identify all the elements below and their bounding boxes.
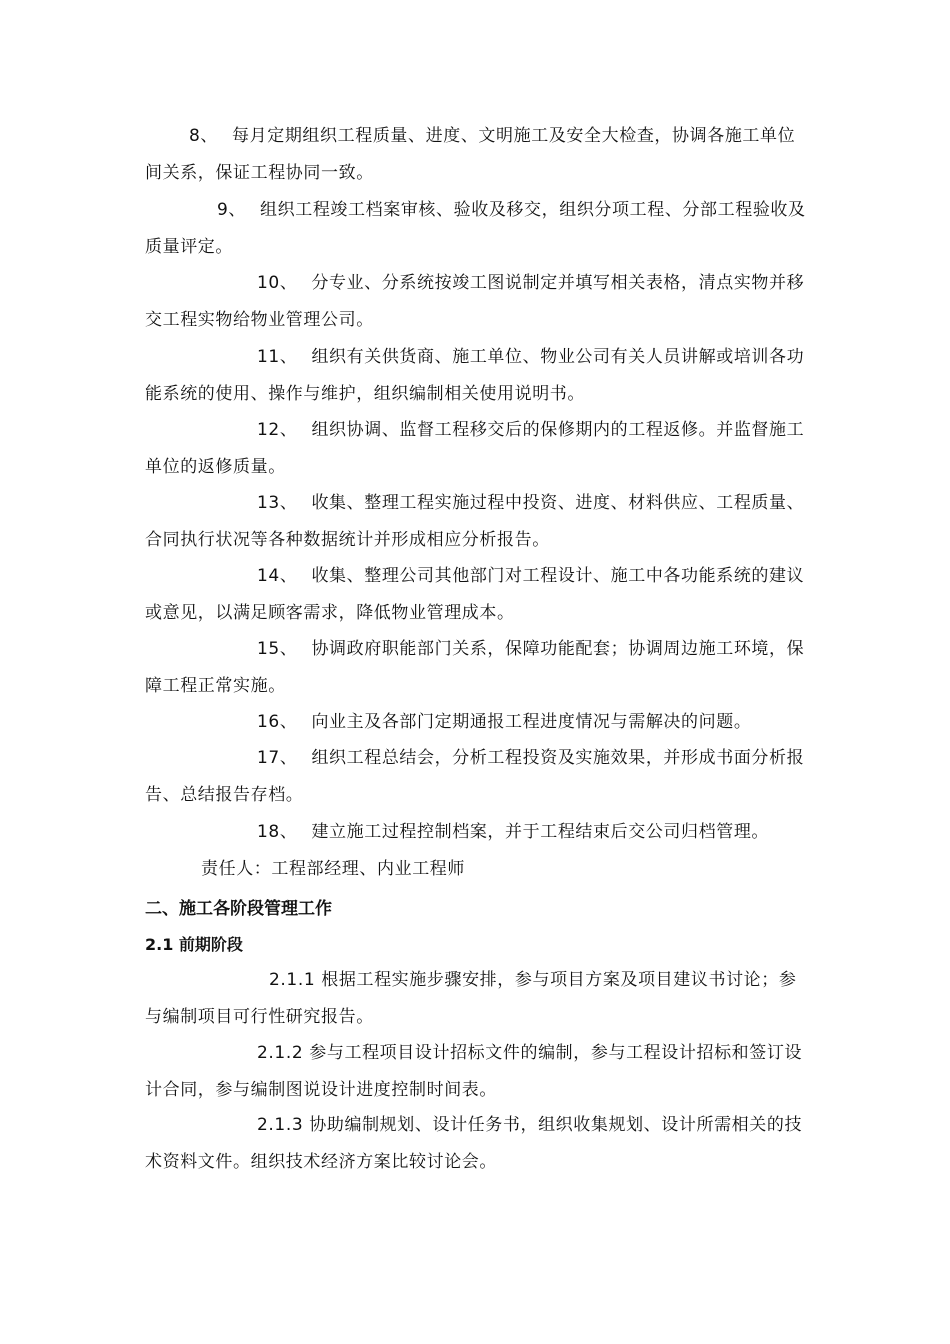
responsible-line: 责任人：工程部经理、内业工程师 [201,859,465,879]
item-number: 10、 [257,273,298,293]
list-item-10 [145,265,810,339]
sub-item-2-1-2 [145,1035,810,1109]
list-item-13 [145,485,810,559]
sub-item-2-1-3 [145,1107,810,1181]
item-number: 9、 [217,200,247,220]
item-text: 组织协调、监督工程移交后的保修期内的工程返修。并监督施工单位的返修质量。 [145,420,805,477]
list-item-18 [145,814,810,851]
item-text: 每月定期组织工程质量、进度、文明施工及安全大检查，协调各施工单位间关系，保证工程协同一致。 [145,126,796,183]
list-item-12 [145,412,810,486]
item-text: 分专业、分系统按竣工图说制定并填写相关表格，清点实物并移交工程实物给物业管理公司。 [145,273,805,330]
item-text: 组织有关供货商、施工单位、物业公司有关人员讲解或培训各功能系统的使用、操作与维护，组织编制相关使用说明书。 [145,347,805,404]
list-item-14 [145,558,810,632]
item-number: 17、 [257,748,298,768]
item-number: 15、 [257,639,298,659]
list-item-16 [145,704,810,741]
item-number: 12、 [257,420,298,440]
sub-item-2-1-1 [145,962,810,1036]
sub-item-number: 2.1.2 [257,1043,304,1063]
item-number: 18、 [257,822,298,842]
item-number: 8、 [189,126,219,146]
subsection-title: 2.1 前期阶段 [145,935,243,954]
item-text: 建立施工过程控制档案，并于工程结束后交公司归档管理。 [311,822,770,842]
item-text: 组织工程竣工档案审核、验收及移交，组织分项工程、分部工程验收及质量评定。 [145,200,806,257]
section-title: 二、施工各阶段管理工作 [145,899,332,919]
item-text: 收集、整理工程实施过程中投资、进度、材料供应、工程质量、合同执行状况等各种数据统计并形成相应分析报告。 [145,493,805,550]
list-item-15 [145,631,810,705]
sub-item-text: 协助编制规划、设计任务书，组织收集规划、设计所需相关的技术资料文件。组织技术经济方案比较讨论会。 [145,1115,803,1172]
list-item-9 [145,192,810,266]
sub-item-number: 2.1.3 [257,1115,304,1135]
list-item-8 [145,118,810,192]
item-number: 13、 [257,493,298,513]
item-text: 向业主及各部门定期通报工程进度情况与需解决的问题。 [311,712,752,732]
sub-item-number: 2.1.1 [269,970,316,990]
sub-item-text: 参与工程项目设计招标文件的编制，参与工程设计招标和签订设计合同，参与编制图说设计进度控制时间表。 [145,1043,803,1100]
item-number: 16、 [257,712,298,732]
item-number: 11、 [257,347,298,367]
list-item-11 [145,339,810,413]
item-number: 14、 [257,566,298,586]
item-text: 协调政府职能部门关系，保障功能配套；协调周边施工环境，保障工程正常实施。 [145,639,805,696]
item-text: 组织工程总结会，分析工程投资及实施效果，并形成书面分析报告、总结报告存档。 [145,748,805,805]
sub-item-text: 根据工程实施步骤安排，参与项目方案及项目建议书讨论；参与编制项目可行性研究报告。 [145,970,797,1027]
item-text: 收集、整理公司其他部门对工程设计、施工中各功能系统的建议或意见，以满足顾客需求，降低物业管理成本。 [145,566,805,623]
list-item-17 [145,740,810,814]
